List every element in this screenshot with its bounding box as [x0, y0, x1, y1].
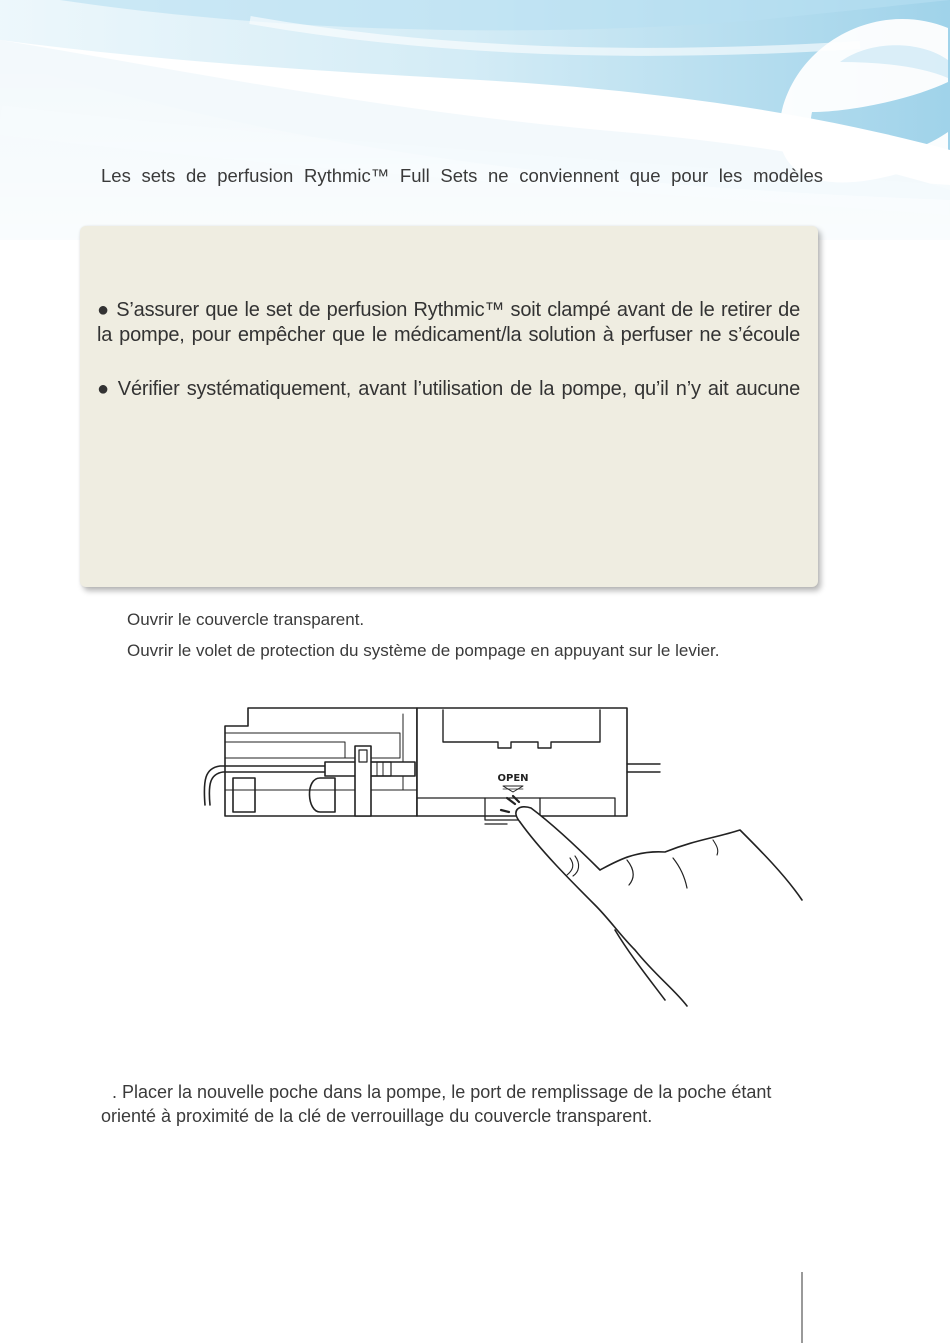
- header-wave-graphic: [0, 0, 950, 240]
- open-label: OPEN: [497, 773, 529, 784]
- step-place-bag-line-1: . Placer la nouvelle poche dans la pompe, le port de remplissage de la poche étant: [112, 1082, 772, 1102]
- step-open-cover: Ouvrir le couvercle transparent.: [127, 610, 365, 629]
- warning-box: [80, 226, 818, 587]
- hand-pressing-lever: [516, 807, 802, 1006]
- intro-text: Les sets de perfusion Rythmic™ Full Sets ne conviennent que pour les modèles: [101, 165, 823, 186]
- warning-bullet-2-line-1: ● Vérifier systématiquement, avant l’utilisation de la pompe, qu’il n’y ait aucune: [97, 378, 800, 400]
- step-place-bag-line-2: orienté à proximité de la clé de verrouillage du couvercle transparent.: [101, 1106, 653, 1126]
- step-open-flap: Ouvrir le volet de protection du système de pompage en appuyant sur le levier.: [127, 641, 720, 660]
- pump-body: [204, 708, 417, 816]
- warning-bullet-1-line-1: ● S’assurer que le set de perfusion Rythmic™ soit clampé avant de le retirer de: [97, 299, 800, 321]
- pump-cover-area: [417, 708, 660, 824]
- footer-divider: [801, 1272, 803, 1343]
- warning-bullet-1-line-2: la pompe, pour empêcher que le médicament/la solution à perfuser ne s’écoule: [97, 324, 800, 346]
- pump-illustration: [195, 700, 815, 1020]
